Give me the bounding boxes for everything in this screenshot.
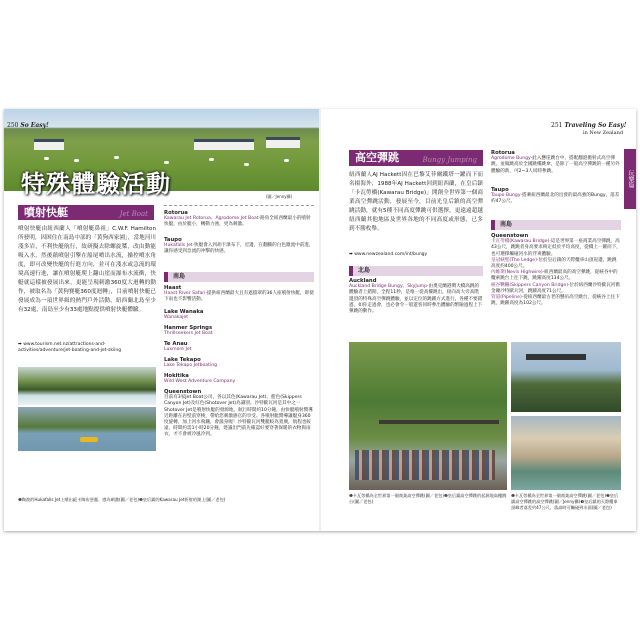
sheep-shape — [44, 157, 49, 160]
listing-entry-teanau — [164, 341, 314, 353]
photo-pipeline-canyon — [511, 416, 621, 490]
photo-caption-left: ❶卡瓦勞橋為全世界第一個商業高空彈跳(圖／老包)❷皇后鎮高空彈跳的起源地高樓跳台(圖／老包) — [349, 493, 507, 504]
section-body: 紐西蘭人AJ Hackett因在巴黎艾菲爾鐵塔一躍而下而名揚海外，1988年AJ Hackett回到紐西蘭，在皇后鎮「卡瓦勞橋(Kawarau Bridge)」開創全世界第一個商業高空彈跳活動，發展至今，目前光皇后鎮的高空彈跳活動，就有5種不同高度彈跳可供選擇，更遠遠超越紐西蘭其他地區及世界各地的不同高度或形態，已多到不勝枚舉。 — [349, 172, 483, 232]
entry-desc: ·此入懸崖跳台中，搭配翻滾拋射式高空彈跳，並做跳高於全國跳樓跳傘，是除了一般高空彈跳的一種另外體驗的新，可2~3人同時參跳。 — [491, 156, 620, 174]
book-spread — [4, 109, 636, 531]
house-shape — [194, 139, 254, 150]
entry-place: Haast — [164, 285, 182, 291]
sheep-shape — [114, 156, 119, 159]
entry-desc: ·由奧克蘭港灣大橋高跳的體驗者上錯開，全程11秒，是唯一從高樓跳出，接向高大旁高階邊頂的特殊高空彈跳體驗，並以定位的跳躍方式進行，各種不要錯過，如你走過會，也必會令一般遊客同時參出體驗的繁險過程上下彈跳的動作。 — [349, 284, 483, 315]
region-label-north: 北島 — [349, 266, 483, 276]
page-number: 250 — [7, 122, 19, 129]
entry-place: Rotorua — [164, 210, 188, 216]
entry-desc: ·紐西蘭最高的高空彈跳，從峽谷中的纜索跳台上往下跳，跳躍高度134公尺。 — [491, 270, 618, 282]
sheep-shape — [209, 158, 214, 161]
section-subtitle: Jet Boat — [119, 210, 148, 218]
right-page — [321, 109, 636, 531]
section-header-jetboat — [18, 205, 154, 220]
entry-name: Wild West Adventure Company — [164, 379, 236, 385]
sheep-shape — [74, 159, 79, 162]
section-title: 噴射快艇 — [24, 206, 68, 219]
entry-name: Taupo Bungy — [491, 193, 521, 199]
listing-entry-taupo — [491, 187, 621, 209]
entry-name: Luxmore Jet — [164, 347, 192, 353]
house-shape — [266, 137, 300, 148]
crowd-shape — [355, 450, 495, 480]
bridge-shape — [379, 420, 499, 424]
entry-desc: ·這是世界第一座商業高空彈跳，高43公尺，跳跳者身高要求夠定低於平均高度，從橋上一躍而下，也可選擇觸碰河水的浮爽體驗。 — [491, 239, 621, 257]
entry-desc: ·快艇會入到胡卡瀑布下，近邊，在翻騰的白色激流中前進，讓你感受到急流的冲擊的快感。 — [164, 243, 314, 255]
entry-place: Te Anau — [164, 341, 188, 347]
entry-desc: ·位於皇后鎮的天際纜車山頂崖邊，跳跳高度約400公尺。 — [491, 257, 617, 270]
entry-name: Kawarau Jet Rotorua、Agrodome Jet Boat — [164, 216, 259, 222]
region-label-south: 南島 — [491, 220, 621, 230]
entry-desc: ·從紐西蘭最古老的懸吊高空跳台，從峽谷上往下跳，跳躍高度為102公尺。 — [491, 295, 620, 307]
entry-place: Queenstown — [491, 233, 529, 239]
house-shape — [34, 139, 64, 150]
entry-desc: ·搭乘紐西蘭最北的出發的最高強的Bungy，落差約47公尺。 — [491, 193, 620, 205]
section-link[interactable]: ➡ www.newzealand.com/int/bungy — [349, 252, 428, 257]
entry-place: Taupo — [491, 187, 509, 193]
section-header-bungy — [349, 150, 483, 166]
listing-entry-tekapo — [164, 357, 314, 369]
entry-name: 目前有3家Jet Boat公司，各以其色(Kawarau Jet)、藍色(Skippers Canyon Jet)及紅色(Shotover Jet)為識別。 — [164, 395, 302, 407]
link-text[interactable]: www.tourism.net.nz/attractions-and-activities/adventure/jet-boating-and-jet-skiing — [18, 342, 122, 353]
sheep-shape — [244, 163, 249, 166]
entry-place: Hanmer Springs — [164, 325, 213, 331]
sheep-shape — [284, 159, 289, 162]
section-title: 高空彈跳 — [355, 151, 399, 164]
entry-place: Hokitika — [164, 373, 189, 379]
listing-entry-hokitika — [164, 373, 314, 385]
entry-name: Haast River Safari — [164, 291, 206, 297]
entry-name: Wanakajet — [164, 315, 189, 321]
listing-entry-rotorua — [491, 150, 621, 184]
section-subtitle: Bungy Jumping — [422, 156, 477, 164]
entry-name: Lake Tekapo Jetboating — [164, 363, 218, 369]
photo-credit: (圖／Jenny攝) — [266, 194, 293, 199]
entry-place: Lake Tekapo — [164, 357, 201, 363]
page-title: 特殊體驗活動 — [21, 170, 171, 198]
platform-shape — [526, 354, 586, 360]
entry-desc: 沙特歐瓦河是其中之一Shotover Jet是噴射快艇的發源地，航行時間約10分鐘，由快艇噴射嚮導近距離在岩壁前穿梭，帶給您刺激感官的享受。各噴射艇嚮導讓艇身360度旋轉，加上河水飛濺，會濕身喔！沙特歐瓦河雙艇較為寬廣，航程也較遠，時間約需1小時20分鐘，建議出門前先確認好要穿著保暖的衣物與雨衣，才不會被冷風冷到。 — [164, 401, 313, 438]
photo-caption-right: ❶卡瓦勞橋為全世界第一個商業高空彈跳(圖／老包)❷皇后鎮高空彈跳的高空彈跳(圖／Jenny攝)❸皇后鎮的天際纜車頂峰者落差約47公尺，落高時可觸碰到水面(圖／老包) — [511, 493, 619, 510]
entry-name: 內維斯(Nevis Highwire) — [491, 270, 543, 276]
page-number: 251 — [551, 122, 563, 129]
entry-place: Rotorua — [491, 150, 515, 156]
entry-name: Agrodome Bungy — [491, 156, 531, 162]
photo-kawarau-bridge — [349, 342, 507, 490]
listing-entry-haast — [164, 285, 314, 304]
entry-name: 皇冠峽壁(The Ledge) — [491, 257, 537, 263]
link-text[interactable]: www.newzealand.com/int/bungy — [354, 252, 428, 257]
listing-entry-queenstown — [164, 389, 314, 493]
entry-place: Auckland — [349, 278, 377, 284]
entry-desc: ·路角全紐西蘭最小的噴射快艇，由於艇小，轉動力強，更為刺激。 — [164, 216, 311, 228]
listing-entry-hanmer — [164, 325, 314, 337]
photo-caption: ❶陶波的Hukafalls Jet上噴出絕卡陶布惡靈、感為刺激(圖／老包)❷皇后鎮的Kawarau Jet折射的湖上(圖／老包) — [18, 497, 226, 502]
divider — [164, 205, 314, 207]
running-subhead: in New Zealand — [583, 130, 624, 136]
entry-place: Taupo — [164, 237, 182, 243]
entry-desc: ·位於紐西蘭沙特歐瓦河舊金礦沙特歐瓦河，跳躍高度71公尺。 — [491, 282, 621, 294]
entry-name: 管道(Pipeline) — [491, 295, 522, 301]
entry-desc: ·提供紐西蘭最大且有遮擋罩的36人座噴射快艇，即使下雨也不影響活動。 — [164, 291, 314, 303]
region-label-south: 南島 — [164, 272, 314, 282]
listing-entry-taupo — [164, 237, 314, 256]
entry-place: Lake Wanaka — [164, 309, 204, 315]
entry-name: 峽谷鞦韆(Skippers Canyon Bridge) — [491, 282, 569, 288]
running-head — [7, 122, 49, 129]
photo-the-ledge — [511, 342, 621, 412]
entry-name: Auckland Bridge Bungy、SkyJump — [349, 284, 428, 290]
photo-kawarau-jet — [18, 407, 156, 451]
jetboat-shape — [80, 437, 98, 442]
side-tab[interactable]: 玩樂篇 — [624, 149, 636, 209]
listing-entry-rotorua — [164, 210, 314, 229]
left-page — [4, 109, 319, 531]
running-head-brand: Traveling So Easy! — [564, 122, 627, 129]
running-head-brand: So Easy! — [20, 122, 49, 129]
entry-place: Queenstown — [164, 389, 202, 395]
photo-hukafalls-jet — [18, 367, 156, 405]
entry-name: 卡瓦勞橋(Kawarau Bridge) — [491, 239, 550, 245]
entry-name: Hukafalls Jet — [164, 243, 193, 249]
listing-entry-queenstown — [491, 233, 621, 329]
running-head — [551, 122, 626, 129]
listing-entry-auckland — [349, 278, 483, 336]
entry-name: Thrillseekers Jet Boat — [164, 331, 213, 337]
section-link[interactable]: ➡ www.tourism.net.nz/attractions-and-activities/adventure/jet-boating-and-jet-skiing — [18, 342, 122, 353]
listing-entry-wanaka — [164, 309, 314, 321]
section-body: 噴射快艇由紐西蘭人「噴射艇鼻祖」C.W.F. Hamilton所發明，因困住在南島中部的「黃狗西家園」，當地河川淺多岩，不利快艇航行，故研擬去除螺旋槳，改由動能吸入水，然後藉噴射引擎在船尾噴出水流，操控噴水角度，即可改變快艇的行進方向，並可在淺水或急流的環境高速行進，讓在噴射艇爬上翻山崖而瀑布水流衝，快艇就這樣被發展出來，更能呈現刺激360度大迴轉的動作，被取名為「黃狗賽艇360度迴轉」，目前噴射快艇已發展成為一項世界級的熱門戶外活動，紐西蘭北島至少有32處，南島至少有33處地點提供噴射快艇體驗。 — [18, 226, 156, 313]
